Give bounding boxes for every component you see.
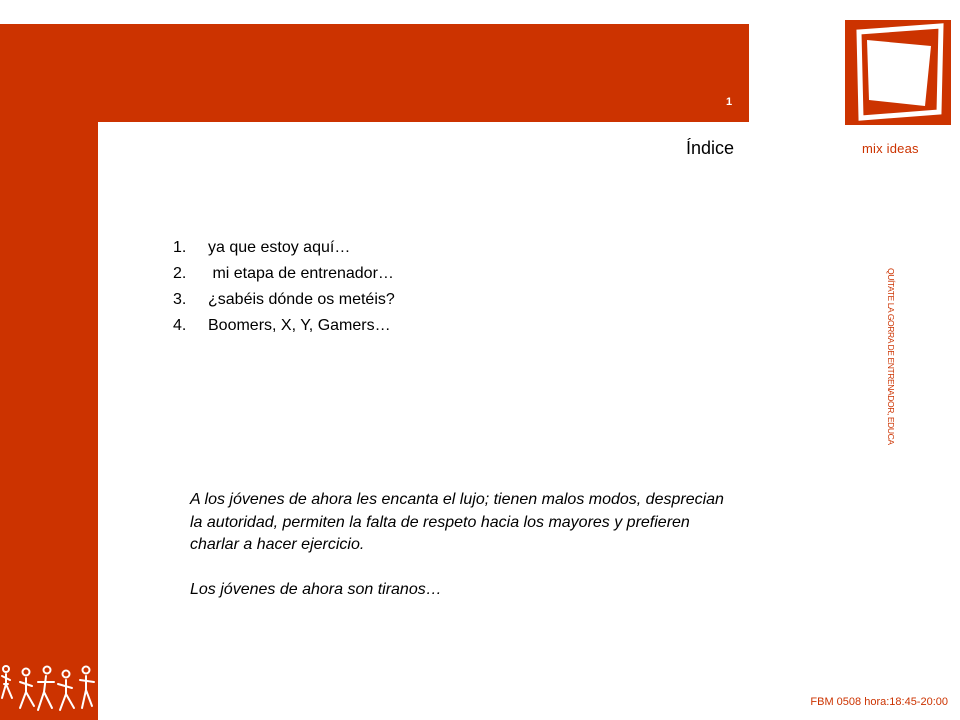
rotated-squares-logo-icon [845, 20, 951, 125]
toc-item-number: 4. [173, 317, 187, 334]
top-accent-band [0, 24, 749, 122]
toc-item-label: ¿sabéis dónde os metéis? [208, 291, 395, 308]
section-title: Índice [685, 138, 734, 158]
toc-item-label: mi etapa de entrenador… [208, 265, 394, 282]
left-accent-band [0, 24, 98, 720]
quote-paragraph: A los jóvenes de ahora les encanta el lujo; tienen malos modos, desprecian la autoridad, permiten la falta de respeto hacia los mayores y prefieren charlar a hacer ejercicio. [190, 491, 724, 553]
quote-block [190, 489, 730, 601]
table-of-contents [173, 238, 395, 342]
slide-number: 1 [726, 96, 733, 108]
toc-item-number: 3. [173, 291, 187, 308]
toc-item [173, 290, 395, 316]
toc-item [173, 238, 395, 264]
vertical-caption: QUÍTATE LA GORRA DE ENTRENADOR, EDUCA [886, 268, 896, 445]
toc-item-label: ya que estoy aquí… [208, 239, 351, 256]
brand-name: mix ideas [862, 141, 919, 156]
toc-item [173, 264, 395, 290]
footer-note: FBM 0508 hora:18:45-20:00 [810, 696, 948, 708]
toc-item-number: 2. [173, 265, 187, 282]
toc-item-label: Boomers, X, Y, Gamers… [208, 317, 391, 334]
toc-item-number: 1. [173, 239, 187, 256]
toc-item [173, 316, 395, 342]
quote-closing: Los jóvenes de ahora son tiranos… [190, 580, 442, 598]
running-people-icon [0, 660, 98, 720]
